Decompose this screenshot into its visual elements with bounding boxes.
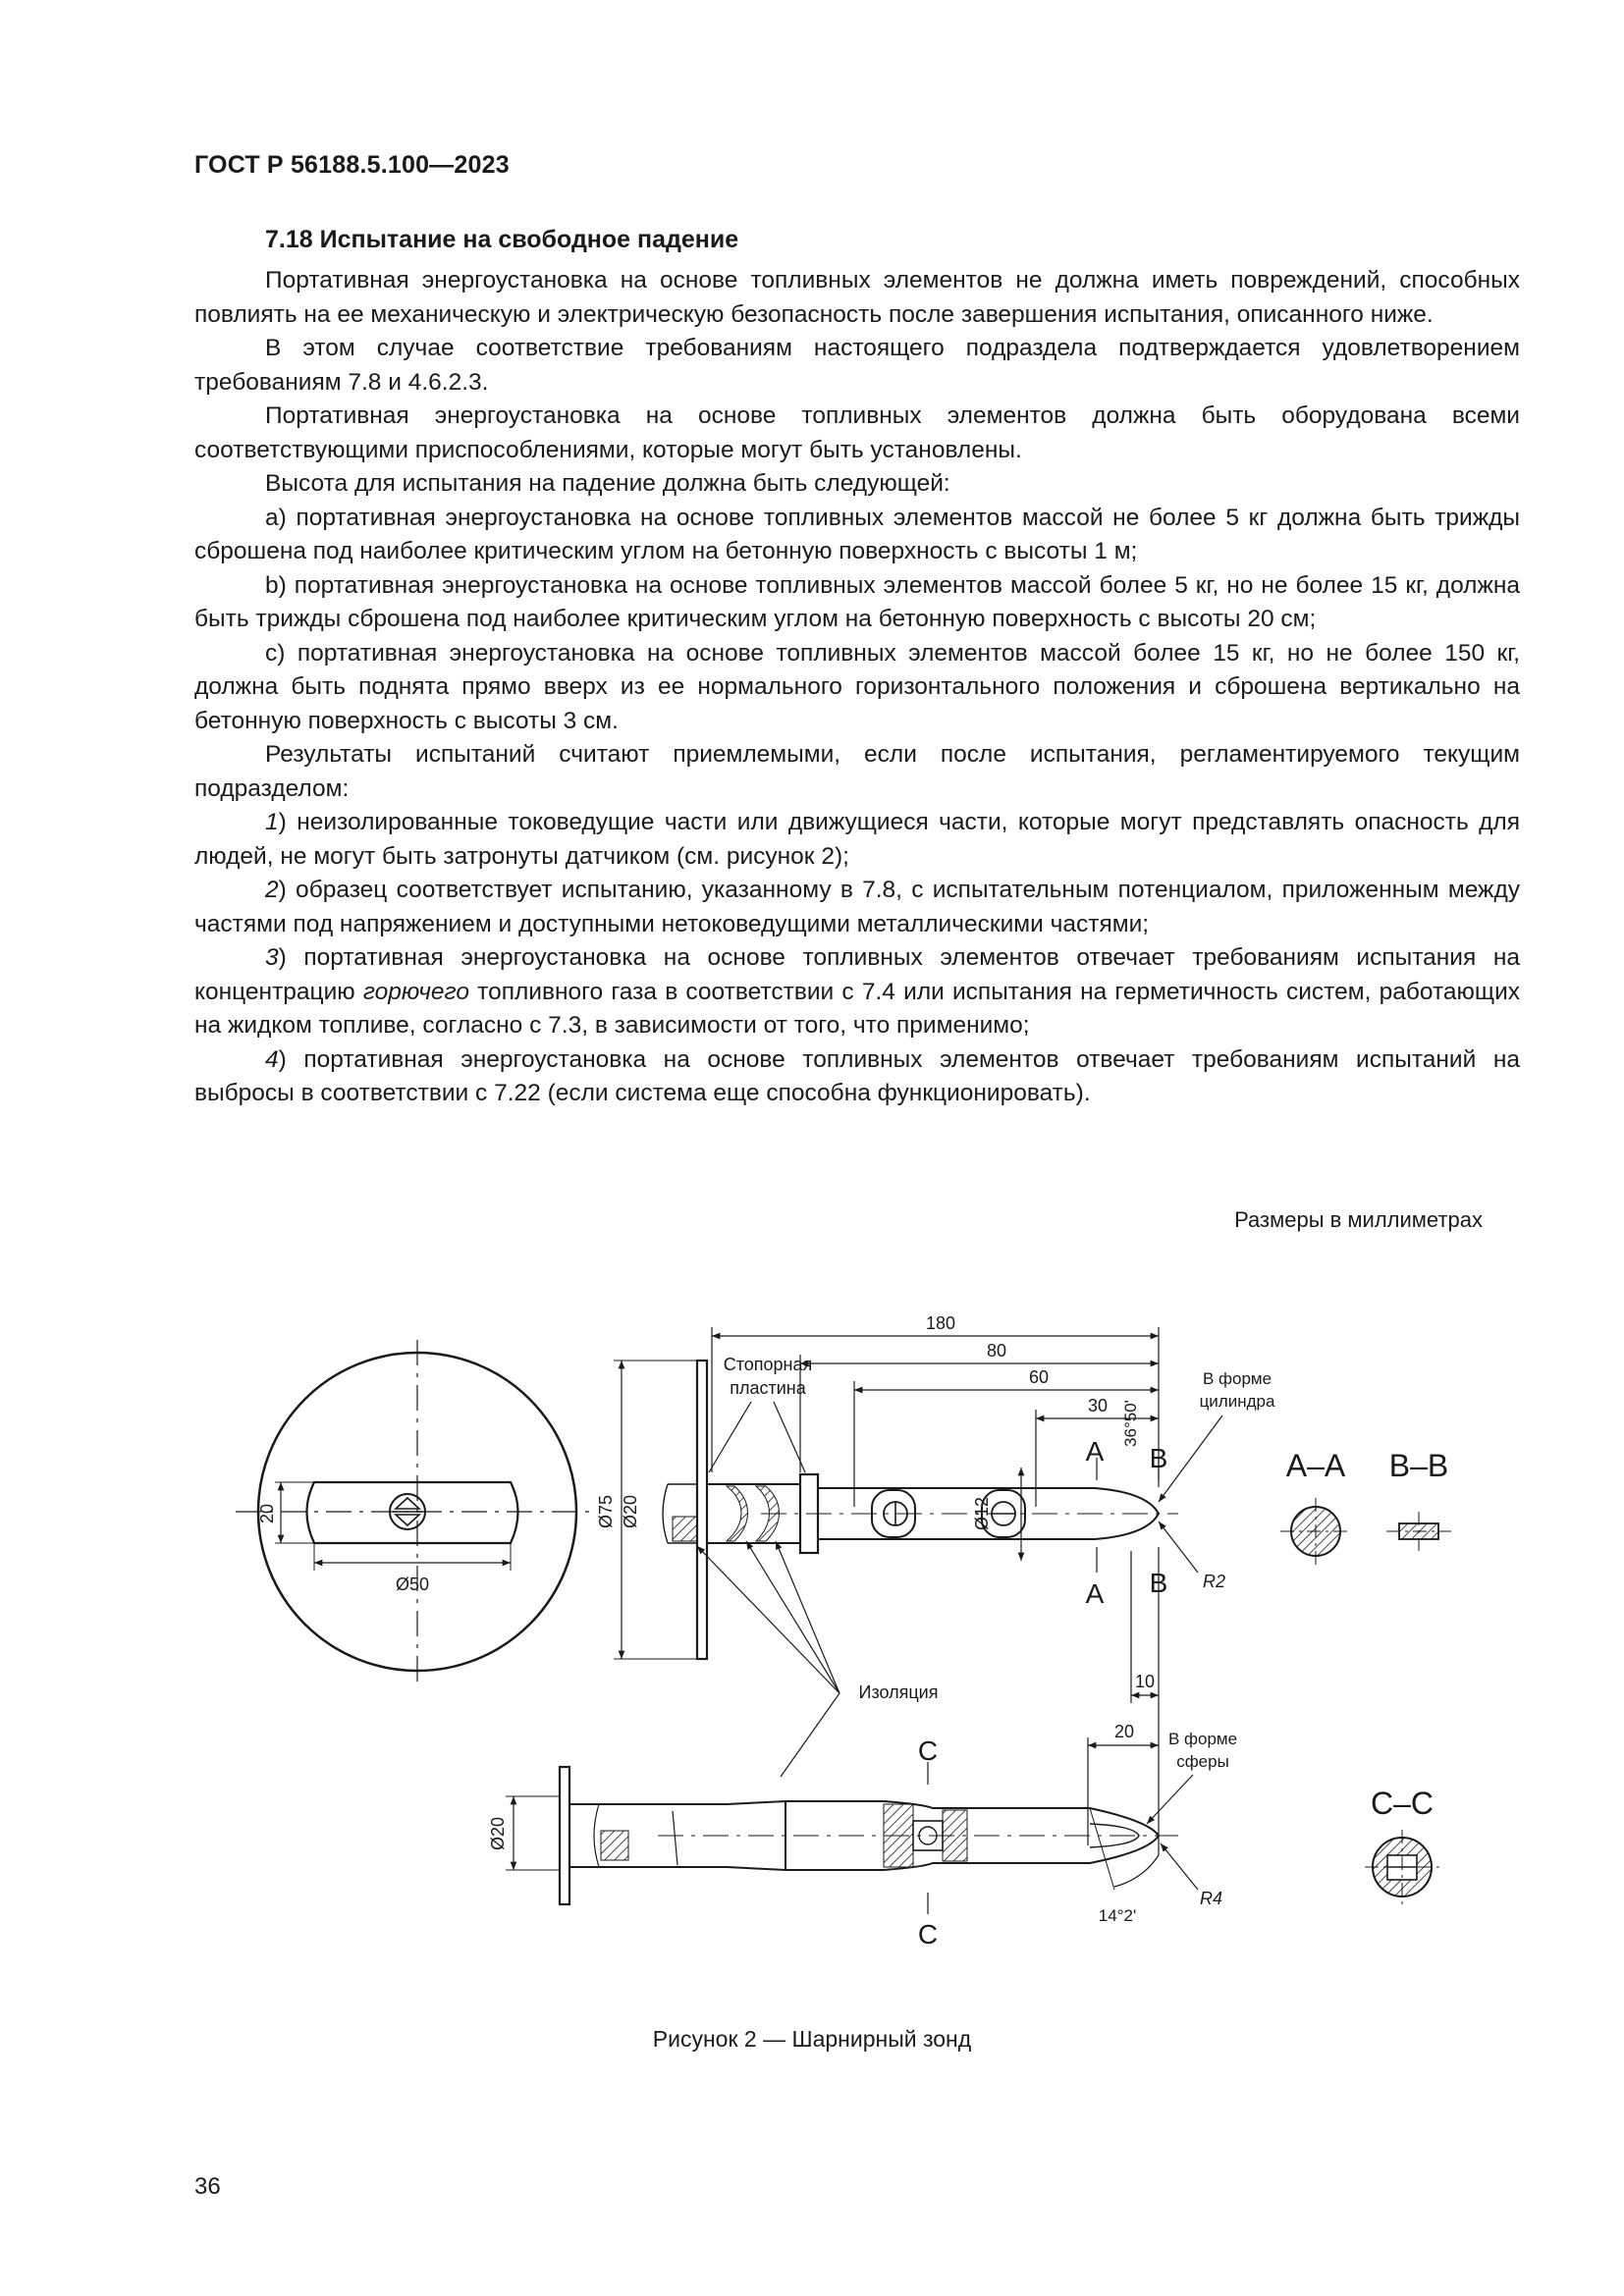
lower-probe-side-view [506,1762,1178,1914]
label-stop-plate-line1: Стопорная [723,1355,813,1374]
paragraph-2: В этом случае соответствие требованиям настоящего подраздела подтверждается удовлетворением требованиям 7.8 и 4.6.2.3. [194,335,1520,396]
dim-dia20-lower: Ø20 [488,1816,508,1851]
dim-angle-14-2: 14°2' [1098,1906,1137,1925]
probe-drawing [236,1266,1473,2012]
label-cylinder-line2: цилиндра [1199,1392,1275,1411]
section-cc-title: C–C [1370,1786,1435,1821]
section-title: 7.18 Испытание на свободное падение [265,226,739,253]
dim-r4: R4 [1200,1889,1223,1908]
section-mark-c-top: C [917,1735,939,1766]
cylinder-leader [1159,1415,1222,1502]
section-bb [1386,1512,1451,1551]
section-mark-a-bottom: A [1085,1578,1105,1609]
label-sphere-line1: В форме [1167,1730,1238,1748]
dim-dia12: Ø12 [972,1496,992,1531]
dim-dia20-upper: Ø20 [621,1494,640,1529]
result-2-number: 2 [265,877,279,903]
page-number: 36 [194,2173,221,2200]
result-3-text-b: топливного газа в соответствии с 7.4 или испытания на герметичность систем, работающих на жидком топливе, согласно с 7.3, в зависимости от того, что применимо; [194,978,1521,1039]
section-cc [1365,1830,1439,1904]
dim-180: 180 [925,1313,956,1333]
result-4-number: 4 [265,1045,279,1073]
result-3-italic: горючего [362,978,469,1005]
dim-20-vertical: 20 [257,1503,277,1524]
result-4-text: ) портативная энергоустановка на основе топливных элементов отвечает требованиям испытаний на выбросы в соответствии с 7.22 (если система еще способна функционировать). [194,1045,1520,1106]
dim-10: 10 [1134,1672,1156,1691]
result-1-number: 1 [265,809,279,835]
item-b: b) портативная энергоустановка на основе топливных элементов массой более 5 кг, но не более 15 кг, должна быть трижды сброшена под наиболее критическим углом на бетонную поверхность с высоты 20 см; [194,571,1520,632]
dim-angle-36-50: 36°50' [1121,1400,1140,1447]
dim-80: 80 [986,1341,1007,1361]
label-stop-plate-line2: пластина [730,1378,806,1398]
label-cylinder-line1: В форме [1202,1369,1272,1388]
result-3 [194,941,1520,1043]
paragraph-4: Высота для испытания на падение должна быть следующей: [265,470,950,497]
dim-30: 30 [1087,1396,1109,1415]
section-aa [1280,1498,1351,1565]
result-3-text-a: ) портативная энергоустановка на основе топливных элементов отвечает требованиям испытания на концентрацию [194,944,1520,1005]
stop-plate-front-view [236,1340,594,1683]
paragraph-5: Результаты испытаний считают приемлемыми, если после испытания, регламентируемого текущим подразделом: [194,741,1520,802]
section-mark-b-top: B [1149,1443,1168,1473]
section-aa-title: A–A [1285,1448,1346,1483]
item-a: а) портативная энергоустановка на основе топливных элементов массой не более 5 кг должна быть трижды сброшена под наиболее критическим углом на бетонную поверхность с высоты 1 м; [194,504,1520,564]
dim-60: 60 [1028,1367,1050,1387]
section-mark-c-bottom: C [917,1919,939,1949]
section-mark-a-top: A [1085,1436,1105,1467]
dim-dia75: Ø75 [596,1494,616,1529]
dim-20: 20 [1113,1722,1135,1741]
paragraph-1: Портативная энергоустановка на основе топливных элементов не должна иметь повреждений, способных повлиять на ее механическую и электрическую безопасность после завершения испытания, описанного ниже. [194,267,1520,328]
section-7-18 [194,226,1520,1111]
document-code: ГОСТ Р 56188.5.100—2023 [194,151,510,179]
figure-caption: Рисунок 2 — Шарнирный зонд [652,2026,972,2052]
dim-dia50: Ø50 [395,1575,430,1594]
label-insulation: Изоляция [858,1682,939,1702]
stop-plate-leaders [709,1402,805,1472]
result-3-number: 3 [265,944,279,971]
result-2 [194,874,1520,941]
insulation-leaders [697,1541,839,1777]
sphere-leader [1147,1775,1193,1824]
dim-r2: R2 [1203,1572,1226,1591]
result-1 [194,806,1520,874]
figure-2-hinged-probe [236,1266,1473,2012]
section-mark-b-bottom: B [1149,1568,1168,1598]
paragraph-3: Портативная энергоустановка на основе топливных элементов должна быть оборудована всеми соответствующими приспособлениями, которые могут быть установлены. [194,402,1520,463]
label-sphere-line2: сферы [1176,1752,1229,1771]
result-4 [194,1043,1520,1111]
units-note: Размеры в миллиметрах [1234,1207,1483,1232]
section-bb-title: B–B [1388,1448,1449,1483]
result-1-text: ) неизолированные токоведущие части или движущиеся части, которые могут представлять опасность для людей, не могут быть затронуты датчиком (см. рисунок 2); [194,809,1520,870]
result-2-text: ) образец соответствует испытанию, указанному в 7.8, с испытательным потенциалом, приложенным между частями под напряжением и доступными нетоковедущими металлическими частями; [194,877,1520,937]
item-c: с) портативная энергоустановка на основе топливных элементов массой более 15 кг, но не более 150 кг, должна быть поднята прямо вверх из ее нормального горизонтального положения и сброшена вертикально на бетонную поверхность с высоты 3 см. [194,639,1520,734]
